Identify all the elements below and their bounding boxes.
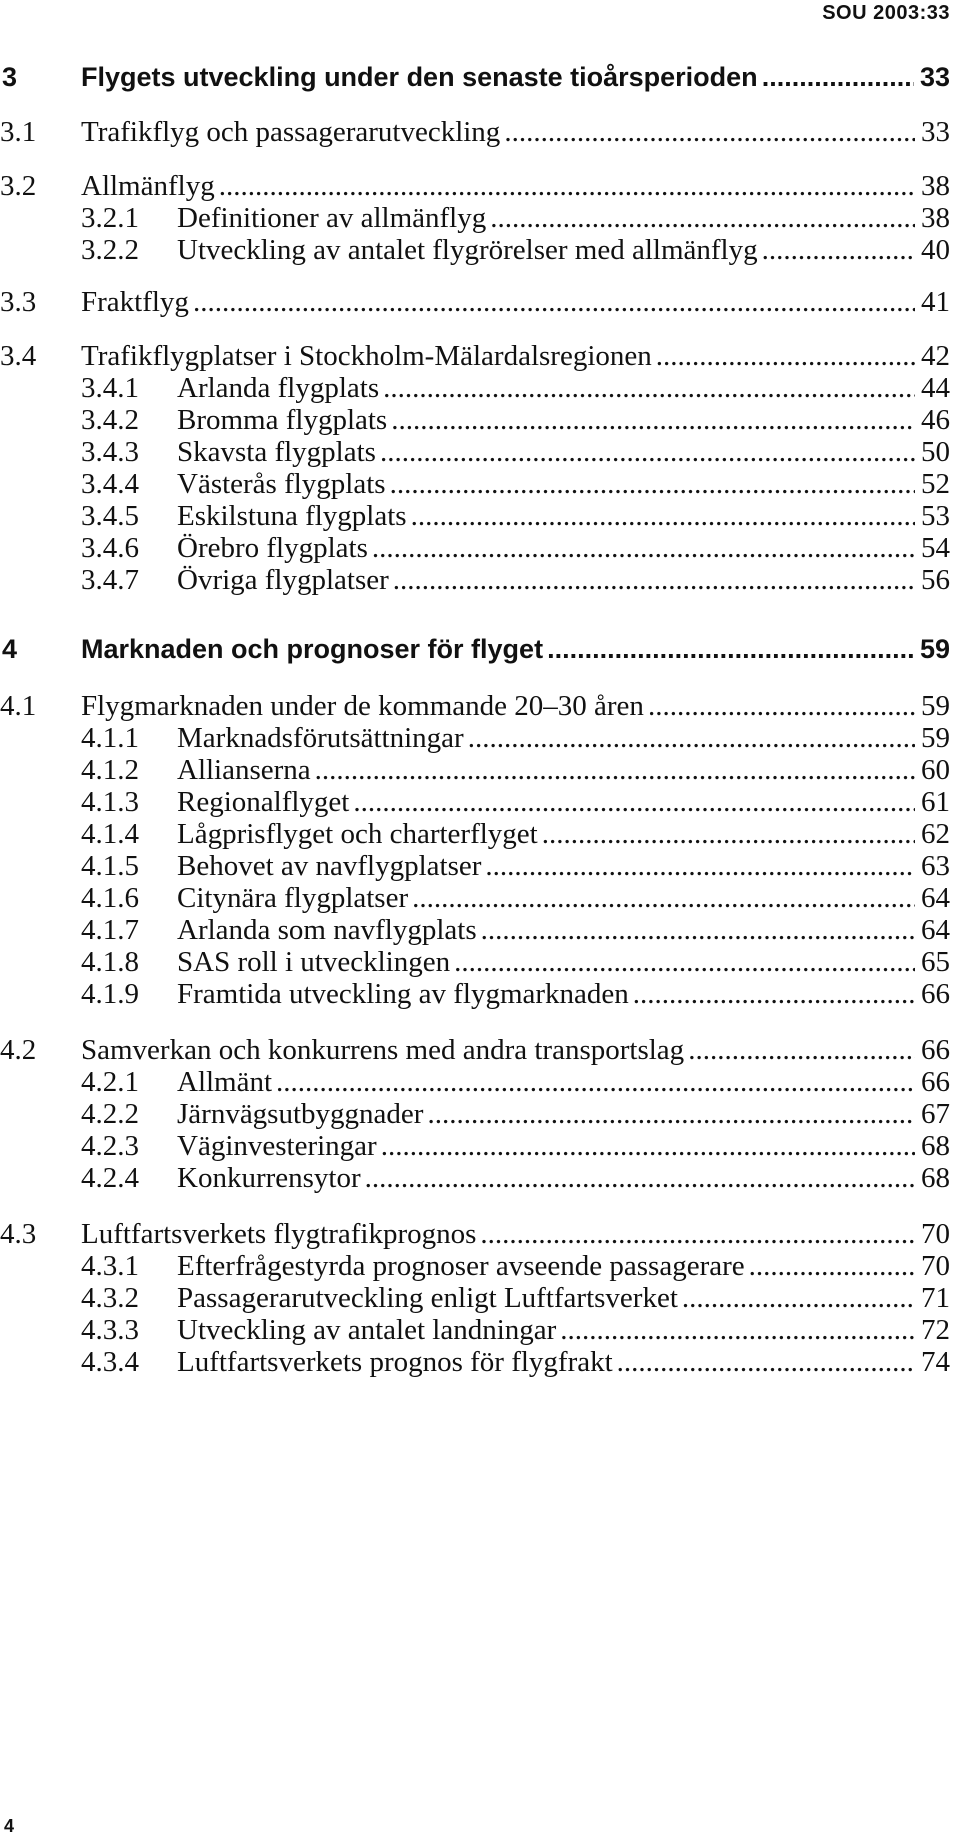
toc-entry-page: 70 xyxy=(921,1218,950,1250)
toc-entry-number: 4.2.1 xyxy=(81,1066,139,1098)
toc-entry-page: 68 xyxy=(921,1162,950,1194)
dot-leader xyxy=(380,436,915,469)
toc-entry-title: Efterfrågestyrda prognoser avseende passagerare xyxy=(177,1250,745,1282)
toc-entry-sub[interactable] xyxy=(0,882,950,915)
dot-leader xyxy=(547,634,914,665)
toc-entry-page: 40 xyxy=(921,234,950,266)
document-id-header: SOU 2003:33 xyxy=(822,2,950,24)
dot-leader xyxy=(383,372,915,405)
toc-entry-sub[interactable] xyxy=(0,786,950,819)
toc-entry-sub[interactable] xyxy=(0,468,950,501)
dot-leader xyxy=(365,1162,915,1195)
dot-leader xyxy=(560,1314,915,1347)
dot-leader xyxy=(542,818,915,851)
toc-entry-number: 3.4.4 xyxy=(81,468,139,500)
toc-entry-page: 66 xyxy=(921,1066,950,1098)
toc-entry-section[interactable] xyxy=(0,1218,950,1251)
toc-entry-sub[interactable] xyxy=(0,850,950,883)
dot-leader xyxy=(480,1218,915,1251)
toc-entry-section[interactable] xyxy=(0,690,950,723)
toc-entry-section[interactable] xyxy=(0,1034,950,1067)
dot-leader xyxy=(390,468,915,501)
toc-entry-page: 54 xyxy=(921,532,950,564)
dot-leader xyxy=(353,786,915,819)
toc-entry-title: Framtida utveckling av flygmarknaden xyxy=(177,978,629,1010)
toc-entry-page: 68 xyxy=(921,1130,950,1162)
toc-entry-title: SAS roll i utvecklingen xyxy=(177,946,451,978)
toc-entry-sub[interactable] xyxy=(0,1346,950,1379)
dot-leader xyxy=(411,500,915,533)
toc-entry-sub[interactable] xyxy=(0,372,950,405)
toc-entry-page: 56 xyxy=(921,564,950,596)
toc-entry-chapter[interactable] xyxy=(0,634,950,665)
toc-entry-number: 4.1.3 xyxy=(81,786,139,818)
toc-entry-sub[interactable] xyxy=(0,818,950,851)
toc-entry-sub[interactable] xyxy=(0,234,950,267)
toc-entry-number: 4.1.9 xyxy=(81,978,139,1010)
toc-entry-number: 4.2.4 xyxy=(81,1162,139,1194)
toc-entry-sub[interactable] xyxy=(0,404,950,437)
toc-entry-section[interactable] xyxy=(0,340,950,373)
toc-entry-number: 4.1.5 xyxy=(81,850,139,882)
toc-entry-sub[interactable] xyxy=(0,1250,950,1283)
toc-entry-page: 63 xyxy=(921,850,950,882)
toc-entry-number: 4.1.4 xyxy=(81,818,139,850)
dot-leader xyxy=(504,116,915,149)
toc-entry-page: 62 xyxy=(921,818,950,850)
toc-entry-number: 3.4.7 xyxy=(81,564,139,596)
toc-entry-number: 3.4.3 xyxy=(81,436,139,468)
toc-entry-number: 4.3.2 xyxy=(81,1282,139,1314)
toc-entry-sub[interactable] xyxy=(0,1162,950,1195)
toc-entry-page: 66 xyxy=(921,1034,950,1066)
toc-entry-title: Järnvägsutbyggnader xyxy=(177,1098,424,1130)
toc-entry-number: 3.4 xyxy=(0,340,37,372)
toc-entry-page: 64 xyxy=(921,882,950,914)
toc-entry-sub[interactable] xyxy=(0,1130,950,1163)
toc-entry-sub[interactable] xyxy=(0,564,950,597)
toc-entry-page: 59 xyxy=(921,690,950,722)
toc-entry-page: 42 xyxy=(921,340,950,372)
toc-entry-number: 3.4.6 xyxy=(81,532,139,564)
dot-leader xyxy=(648,690,915,723)
toc-entry-number: 3.2.1 xyxy=(81,202,139,234)
toc-entry-section[interactable] xyxy=(0,170,950,203)
dot-leader xyxy=(427,1098,915,1131)
dot-leader xyxy=(762,62,914,93)
toc-entry-title: Marknaden och prognoser för flyget xyxy=(81,634,544,664)
dot-leader xyxy=(381,1130,915,1163)
toc-entry-title: Allianserna xyxy=(177,754,311,786)
dot-leader xyxy=(393,564,915,597)
dot-leader xyxy=(219,170,915,203)
dot-leader xyxy=(633,978,915,1011)
toc-entry-title: Arlanda flygplats xyxy=(177,372,380,404)
toc-entry-number: 3.4.5 xyxy=(81,500,139,532)
dot-leader xyxy=(454,946,915,979)
toc-entry-number: 4.3.3 xyxy=(81,1314,139,1346)
toc-entry-number: 4.3.4 xyxy=(81,1346,139,1378)
toc-entry-title: Luftfartsverkets prognos för flygfrakt xyxy=(177,1346,613,1378)
toc-entry-number: 3 xyxy=(2,62,18,92)
toc-entry-section[interactable] xyxy=(0,286,950,319)
toc-entry-title: Arlanda som navflygplats xyxy=(177,914,477,946)
toc-entry-number: 3.2.2 xyxy=(81,234,139,266)
dot-leader xyxy=(315,754,915,787)
toc-entry-page: 41 xyxy=(921,286,950,318)
toc-entry-number: 4.2.2 xyxy=(81,1098,139,1130)
toc-entry-page: 50 xyxy=(921,436,950,468)
toc-entry-sub[interactable] xyxy=(0,1282,950,1315)
toc-entry-sub[interactable] xyxy=(0,754,950,787)
toc-entry-title: Regionalflyget xyxy=(177,786,350,818)
dot-leader xyxy=(762,234,915,267)
toc-entry-number: 3.4.2 xyxy=(81,404,139,436)
toc-entry-sub[interactable] xyxy=(0,1314,950,1347)
toc-entry-section[interactable] xyxy=(0,116,950,149)
toc-entry-page: 65 xyxy=(921,946,950,978)
toc-entry-sub[interactable] xyxy=(0,202,950,235)
toc-entry-page: 38 xyxy=(921,170,950,202)
toc-entry-page: 61 xyxy=(921,786,950,818)
toc-entry-title: Flygets utveckling under den senaste tioårsperioden xyxy=(81,62,758,92)
dot-leader xyxy=(682,1282,915,1315)
toc-entry-title: Luftfartsverkets flygtrafikprognos xyxy=(81,1218,477,1250)
toc-entry-number: 4.2.3 xyxy=(81,1130,139,1162)
toc-entry-number: 3.2 xyxy=(0,170,37,202)
toc-entry-title: Citynära flygplatser xyxy=(177,882,409,914)
toc-entry-sub[interactable] xyxy=(0,946,950,979)
toc-entry-number: 4.3 xyxy=(0,1218,37,1250)
dot-leader xyxy=(656,340,915,373)
toc-entry-title: Västerås flygplats xyxy=(177,468,386,500)
toc-entry-title: Eskilstuna flygplats xyxy=(177,500,407,532)
toc-entry-number: 3.4.1 xyxy=(81,372,139,404)
toc-entry-sub[interactable] xyxy=(0,532,950,565)
toc-entry-page: 33 xyxy=(921,116,950,148)
toc-entry-title: Marknadsförutsättningar xyxy=(177,722,464,754)
toc-entry-page: 71 xyxy=(921,1282,950,1314)
toc-entry-title: Trafikflygplatser i Stockholm-Mälardalsregionen xyxy=(81,340,652,372)
toc-entry-number: 4.1.6 xyxy=(81,882,139,914)
toc-entry-page: 64 xyxy=(921,914,950,946)
toc-entry-number: 4 xyxy=(2,634,18,664)
toc-entry-chapter[interactable] xyxy=(0,62,950,93)
toc-entry-page: 52 xyxy=(921,468,950,500)
toc-entry-page: 38 xyxy=(921,202,950,234)
toc-entry-page: 72 xyxy=(921,1314,950,1346)
toc-entry-page: 53 xyxy=(921,500,950,532)
toc-entry-sub[interactable] xyxy=(0,500,950,533)
dot-leader xyxy=(193,286,915,319)
toc-entry-sub[interactable] xyxy=(0,914,950,947)
toc-entry-title: Passagerarutveckling enligt Luftfartsverket xyxy=(177,1282,678,1314)
toc-entry-number: 4.2 xyxy=(0,1034,37,1066)
dot-leader xyxy=(372,532,915,565)
toc-entry-page: 44 xyxy=(921,372,950,404)
dot-leader xyxy=(468,722,915,755)
toc-entry-title: Utveckling av antalet flygrörelser med allmänflyg xyxy=(177,234,758,266)
dot-leader xyxy=(412,882,915,915)
toc-entry-title: Lågprisflyget och charterflyget xyxy=(177,818,538,850)
toc-entry-title: Övriga flygplatser xyxy=(177,564,389,596)
dot-leader xyxy=(617,1346,915,1379)
dot-leader xyxy=(481,914,915,947)
toc-entry-title: Behovet av navflygplatser xyxy=(177,850,482,882)
toc-entry-title: Flygmarknaden under de kommande 20–30 åren xyxy=(81,690,644,722)
toc-entry-number: 3.1 xyxy=(0,116,37,148)
toc-entry-page: 74 xyxy=(921,1346,950,1378)
toc-entry-page: 59 xyxy=(919,634,950,664)
dot-leader xyxy=(749,1250,915,1283)
toc-entry-page: 67 xyxy=(921,1098,950,1130)
toc-entry-number: 4.3.1 xyxy=(81,1250,139,1282)
toc-entry-title: Utveckling av antalet landningar xyxy=(177,1314,557,1346)
toc-entry-page: 70 xyxy=(921,1250,950,1282)
toc-entry-page: 46 xyxy=(921,404,950,436)
toc-entry-page: 33 xyxy=(919,62,950,92)
toc-entry-sub[interactable] xyxy=(0,1066,950,1099)
toc-entry-page: 66 xyxy=(921,978,950,1010)
toc-entry-title: Allmänflyg xyxy=(81,170,215,202)
toc-entry-title: Skavsta flygplats xyxy=(177,436,376,468)
toc-entry-title: Trafikflyg och passagerarutveckling xyxy=(81,116,501,148)
dot-leader xyxy=(688,1034,915,1067)
toc-entry-number: 4.1 xyxy=(0,690,37,722)
toc-entry-sub[interactable] xyxy=(0,978,950,1011)
toc-entry-page: 59 xyxy=(921,722,950,754)
dot-leader xyxy=(490,202,915,235)
toc-entry-sub[interactable] xyxy=(0,722,950,755)
toc-entry-number: 3.3 xyxy=(0,286,37,318)
toc-entry-title: Samverkan och konkurrens med andra transportslag xyxy=(81,1034,685,1066)
toc-entry-title: Fraktflyg xyxy=(81,286,189,318)
toc-entry-number: 4.1.7 xyxy=(81,914,139,946)
dot-leader xyxy=(485,850,915,883)
toc-entry-title: Väginvesteringar xyxy=(177,1130,377,1162)
dot-leader xyxy=(391,404,915,437)
toc-entry-title: Definitioner av allmänflyg xyxy=(177,202,487,234)
toc-entry-number: 4.1.1 xyxy=(81,722,139,754)
toc-entry-number: 4.1.2 xyxy=(81,754,139,786)
toc-entry-title: Allmänt xyxy=(177,1066,273,1098)
toc-entry-title: Örebro flygplats xyxy=(177,532,368,564)
toc-entry-sub[interactable] xyxy=(0,1098,950,1131)
toc-entry-title: Bromma flygplats xyxy=(177,404,388,436)
page-number: 4 xyxy=(4,1816,15,1836)
toc-entry-sub[interactable] xyxy=(0,436,950,469)
toc-entry-number: 4.1.8 xyxy=(81,946,139,978)
toc-entry-title: Konkurrensytor xyxy=(177,1162,361,1194)
dot-leader xyxy=(276,1066,915,1099)
toc-entry-page: 60 xyxy=(921,754,950,786)
